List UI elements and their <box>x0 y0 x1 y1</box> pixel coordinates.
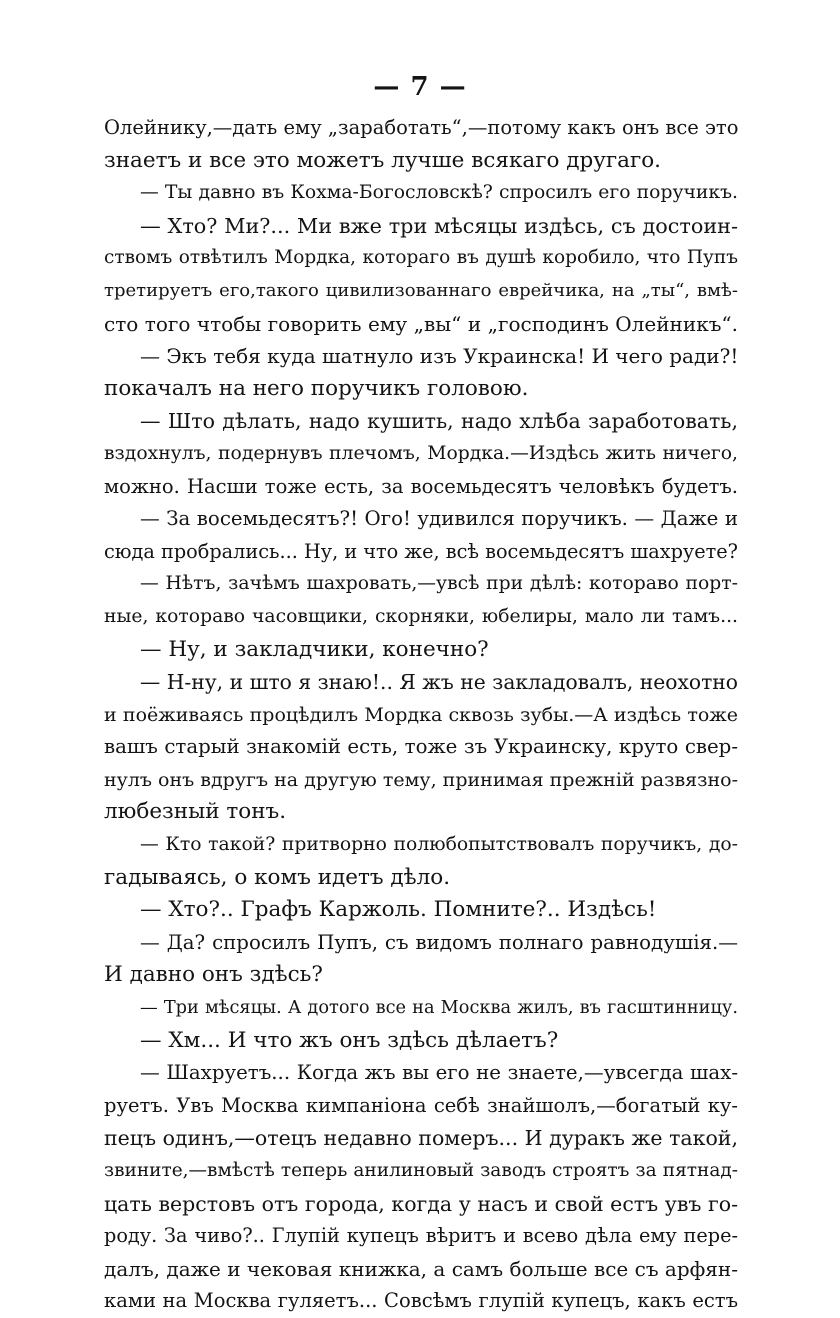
text-line: ные, котораво часовщики, скорняки, юбелиры, мало ли тамъ... <box>104 605 738 627</box>
text-line: ками на Москва гуляетъ... Совсѣмъ глупій купецъ, какъ естъ <box>104 1289 738 1313</box>
text-line: руетъ. Увъ Москва кимпаніона себѣ знайшолъ,—богатый ку- <box>104 1093 738 1117</box>
text-line: Олейнику,—дать ему „заработать“,—потому какъ онъ все это <box>104 116 738 139</box>
text-line: — За восемьдесятъ?! Ого! удивился поручикъ. — Даже и <box>140 507 738 531</box>
text-line: цать верстовъ отъ города, когда у насъ и свой естъ увъ го- <box>104 1191 738 1216</box>
body-text <box>104 112 738 1318</box>
text-line: вздохнулъ, подернувъ плечомъ, Мордка.—Издѣсь жить ничего, <box>104 442 738 464</box>
text-line: гадываясь, о комъ идетъ дѣло. <box>104 864 451 890</box>
text-line: сто того чтобы говорить ему „вы“ и „господинъ Олейникъ“. <box>104 311 738 336</box>
text-line: — Да? спросилъ Пупъ, съ видомъ полнаго равнодушія.— <box>140 930 738 954</box>
text-line: нулъ онъ вдругъ на другую тему, принимая прежній развязно- <box>104 768 738 791</box>
text-line: пецъ одинъ,—отецъ недавно померъ... И дуракъ же такой, <box>104 1126 738 1151</box>
text-line: и поёживаясь процѣдилъ Мордка сквозь зубы.—А издѣсь тоже <box>104 703 738 726</box>
text-line: — Кто такой? притворно полюбопытствовалъ поручикъ, до- <box>140 834 738 856</box>
text-line: — Хто? Ми?... Ми вже три мѣсяцы издѣсь, съ достоин- <box>140 213 738 238</box>
text-line: — Ты давно въ Кохма-Богословскѣ? спросилъ его поручикъ. <box>140 182 738 204</box>
text-line: — Н-ну, и што я знаю!.. Я жъ не закладовалъ, неохотно <box>140 670 738 695</box>
text-line: любезный тонъ. <box>104 799 287 825</box>
text-line: роду. За чиво?.. Глупій купецъ вѣритъ и всево дѣла ему пере- <box>104 1224 738 1248</box>
text-line: — Шахруетъ... Когда жъ вы его не знаете,—увсегда шах- <box>140 1061 738 1085</box>
text-line: сюда пробрались... Ну, и что же, всѣ восемьдесятъ шахруете? <box>104 539 738 563</box>
text-line: знаетъ и все это можетъ лучше всякаго другаго. <box>104 147 662 173</box>
text-line: звините,—вмѣстѣ теперь анилиновый заводъ строятъ за пятнад- <box>104 1160 738 1181</box>
text-line: — Што дѣлать, надо кушить, надо хлѣба заработовать, <box>140 409 738 434</box>
text-line: можно. Насши тоже есть, за восемьдесятъ человѣкъ будетъ. <box>104 474 738 498</box>
text-line: ствомъ отвѣтилъ Мордка, котораго въ душѣ коробило, что Пупъ <box>104 247 738 269</box>
text-line: покачалъ на него поручикъ головою. <box>104 375 529 401</box>
text-line: — Ну, и закладчики, конечно? <box>140 636 489 662</box>
text-line: — Нѣтъ, зачѣмъ шахровать,—увсѣ при дѣлѣ: котораво порт- <box>140 573 738 595</box>
text-line: — Три мѣсяцы. А дотого все на Москва жилъ, въ гасштинницу. <box>140 998 738 1019</box>
page-number: — 7 — <box>373 72 467 102</box>
text-line: — Хто?.. Графъ Каржоль. Помните?.. Издѣсь! <box>140 897 657 923</box>
text-line: И давно онъ здѣсь? <box>104 962 323 988</box>
text-line: — Экъ тебя куда шатнуло изъ Украинска! И чего ради?! <box>140 344 738 369</box>
text-line: третируетъ его,такого цивилизованнаго еврейчика, на „ты“, вмѣ- <box>104 279 738 301</box>
text-line: далъ, даже и чековая книжка, а самъ больше все съ арфян- <box>104 1256 738 1281</box>
text-line: — Хм... И что жъ онъ здѣсь дѣлаетъ? <box>140 1027 559 1053</box>
text-line: вашъ старый знакомій есть, тоже зъ Украинску, круто свер- <box>104 735 738 759</box>
